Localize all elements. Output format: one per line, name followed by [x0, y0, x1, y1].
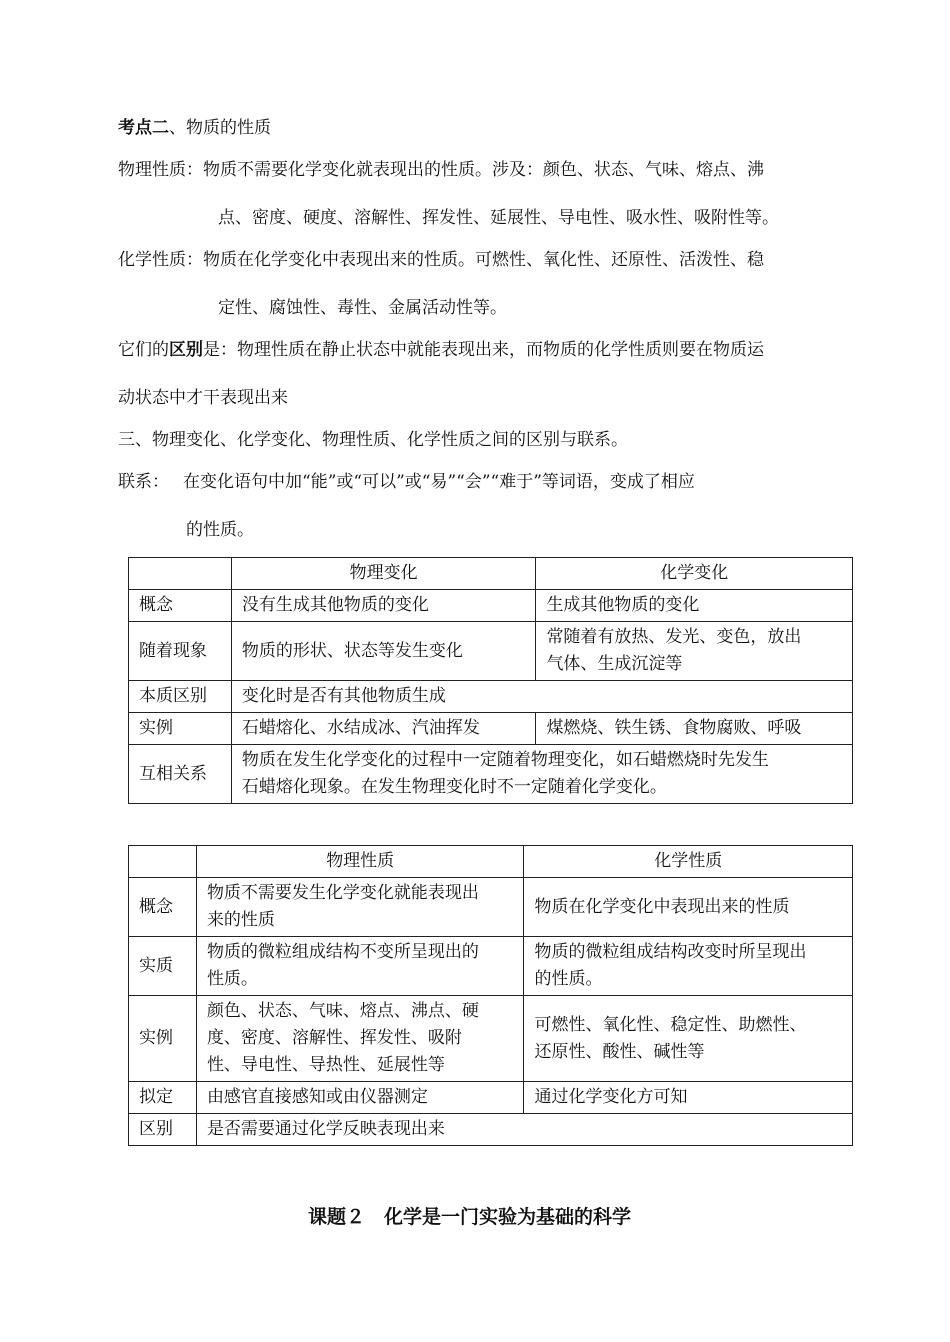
- merged-cell: 变化时是否有其他物质生成: [231, 681, 852, 713]
- chemical-property-cell: [524, 937, 853, 996]
- physical-property-cell: [196, 878, 524, 937]
- difference-line-1: [118, 338, 764, 362]
- cell-line: 性、导电性、导热性、延展性等: [206, 1055, 445, 1075]
- table-row: [129, 745, 853, 804]
- difference-text-1: 是：物理性质在静止状态中就能表现出来，而物质的化学性质则要在物质运: [203, 340, 764, 360]
- table-header-cell: 物理变化: [231, 558, 536, 590]
- table-header-cell: 化学变化: [536, 558, 853, 590]
- physical-property-cell: [196, 937, 524, 996]
- table-row: [129, 878, 853, 937]
- cell-line: 性质。: [206, 969, 258, 989]
- physical-property-cell: [196, 996, 524, 1082]
- table-row: [129, 622, 853, 681]
- section-title: [118, 116, 271, 140]
- table-row: [129, 1082, 853, 1114]
- cell-line: 物质不需要发生化学变化就能表现出: [206, 883, 479, 903]
- cell-line: 气体、生成沉淀等: [546, 654, 683, 674]
- cell-line: 还原性、酸性、碱性等: [534, 1041, 705, 1062]
- physical-change-cell: 物质的形状、状态等发生变化: [231, 622, 536, 681]
- table-header-row: [129, 846, 853, 878]
- row-label: 随着现象: [129, 622, 232, 681]
- chemical-change-cell: 生成其他物质的变化: [536, 590, 853, 622]
- next-lesson-heading: 课题２ 化学是一门实验为基础的科学: [308, 1206, 632, 1228]
- table-header-cell: [129, 558, 232, 590]
- difference-prefix: 它们的: [118, 340, 169, 360]
- row-label: 概念: [129, 590, 232, 622]
- row-label: 实例: [129, 713, 232, 745]
- chemical-change-cell: [536, 622, 853, 681]
- physical-property-cell: 由感官直接感知或由仪器测定: [196, 1082, 524, 1114]
- table-row: [129, 1114, 853, 1146]
- section-title-bold: 考点二: [118, 118, 169, 138]
- chemical-property-line-1: [118, 248, 764, 272]
- table-row: [129, 713, 853, 745]
- section-title-rest: 、物质的性质: [169, 118, 271, 138]
- difference-line-2: 动状态中才干表现出来: [118, 388, 288, 408]
- table-header-cell: [129, 846, 197, 878]
- row-label: 互相关系: [129, 745, 232, 804]
- table-header-row: [129, 558, 853, 590]
- chemical-property-label: 化学性质：: [118, 250, 203, 270]
- merged-cell: [231, 745, 852, 804]
- row-label: 本质区别: [129, 681, 232, 713]
- physical-change-cell: 石蜡熔化、水结成冰、汽油挥发: [231, 713, 536, 745]
- cell-line: 常随着有放热、发光、变色，放出: [546, 627, 802, 647]
- row-label: 拟定: [129, 1082, 197, 1114]
- physical-property-text-1: 物质不需要化学变化就表现出的性质。涉及：颜色、状态、气味、熔点、沸: [203, 160, 764, 180]
- change-comparison-table: [128, 557, 853, 804]
- link-line-1: [118, 470, 695, 494]
- cell-line: 颜色、状态、气味、熔点、沸点、硬: [206, 1001, 479, 1021]
- row-label: 实例: [129, 996, 197, 1082]
- link-line-2: 的性质。: [186, 520, 254, 540]
- physical-change-cell: 没有生成其他物质的变化: [231, 590, 536, 622]
- merged-cell: 是否需要通过化学反映表现出来: [196, 1114, 852, 1146]
- chemical-property-line-2: 定性、腐蚀性、毒性、金属活动性等。: [218, 298, 507, 318]
- cell-line: 可燃性、氧化性、稳定性、助燃性、: [534, 1014, 807, 1035]
- chemical-property-cell: [524, 996, 853, 1082]
- chemical-property-text-1: 物质在化学变化中表现出来的性质。可燃性、氧化性、还原性、活泼性、稳: [203, 250, 764, 270]
- cell-line: 的性质。: [534, 969, 603, 989]
- row-label: 区别: [129, 1114, 197, 1146]
- physical-property-line-2: 点、密度、硬度、溶解性、挥发性、延展性、导电性、吸水性、吸附性等。: [218, 208, 779, 228]
- table-row: [129, 937, 853, 996]
- physical-property-line-1: [118, 158, 764, 182]
- property-comparison-table: [128, 845, 853, 1146]
- link-label: 联系：: [118, 472, 169, 492]
- cell-line: 物质的微粒组成结构改变时所呈现出: [534, 942, 807, 962]
- cell-line: 度、密度、溶解性、挥发性、吸附: [206, 1028, 462, 1048]
- difference-bold: 区别: [169, 340, 203, 360]
- row-label: 概念: [129, 878, 197, 937]
- chemical-property-cell: 物质在化学变化中表现出来的性质: [524, 878, 853, 937]
- table-row: [129, 590, 853, 622]
- chemical-property-cell: 通过化学变化方可知: [524, 1082, 853, 1114]
- table-header-cell: 化学性质: [524, 846, 853, 878]
- cell-line: 物质的微粒组成结构不变所呈现出的: [206, 942, 479, 962]
- section-three-heading: 三、物理变化、化学变化、物理性质、化学性质之间的区别与联系。: [118, 430, 628, 450]
- cell-line: 物质在发生化学变化的过程中一定随着物理变化，如石蜡燃烧时先发生: [241, 750, 769, 770]
- table-row: [129, 996, 853, 1082]
- cell-line: 石蜡熔化现象。在发生物理变化时不一定随着化学变化。: [241, 777, 667, 797]
- cell-line: 来的性质: [206, 910, 275, 930]
- chemical-change-cell: 煤燃烧、铁生锈、食物腐败、呼吸: [536, 713, 853, 745]
- table-row: [129, 681, 853, 713]
- link-text-1: 在变化语句中加“能”或“可以”或“易”“会”“难于”等词语，变成了相应: [183, 472, 695, 492]
- row-label: 实质: [129, 937, 197, 996]
- physical-property-label: 物理性质：: [118, 160, 203, 180]
- table-header-cell: 物理性质: [196, 846, 524, 878]
